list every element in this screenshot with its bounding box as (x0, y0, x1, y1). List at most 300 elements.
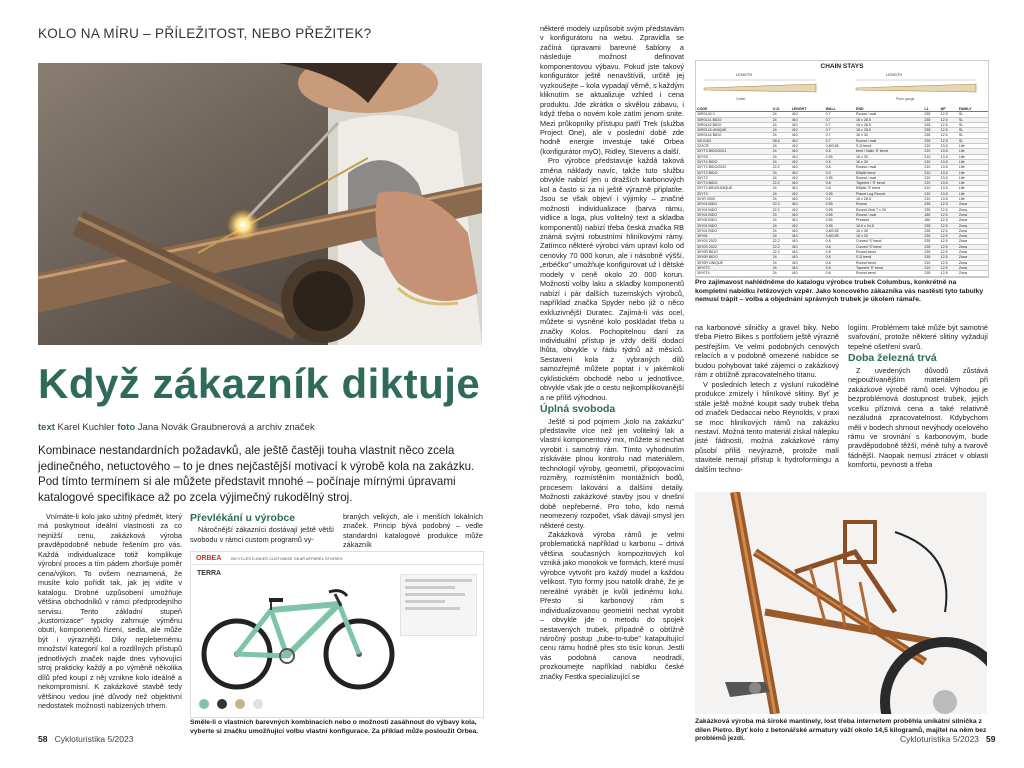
screenshot-caption: Směle-li o vlastních barevných kombinacích nebo o možnosti zasáhnout do výbavy kola, vyberte si značku umožňující volbu vlastní konfigurace. Za příklad může posloužit Orbea. (190, 719, 479, 735)
table-cell: 13.5 (940, 186, 958, 191)
table-cell: 24 (772, 186, 791, 191)
table-cell: 24 (772, 265, 791, 270)
table-cell: Pressed (855, 218, 923, 223)
table-cell: 12.5 (940, 260, 958, 265)
table-cell: 24 (772, 223, 791, 228)
article-lead: Kombinace nestandardních požadavků, ale ještě častěji touha vlastnit něco zcela jedinečného, netuctového – to je dnes nejčastější motivací k výrobě kola na zakázku. Pod tímto termínem si ale můžete představit mnohé – počínaje mírnými úpravami katalogové specifikace až po zcela výjimečný rukodělný stroj. (38, 444, 475, 504)
table-cell: 30Y04 BIDO (696, 207, 772, 212)
table-cell: 235 (923, 122, 939, 127)
table-cell: 0.7 (825, 138, 855, 143)
table-caption: Pro zajímavost nahlédněme do katalogu výrobce trubek Columbus, konkrétně na kompletní nabídku řetězových vzpěr. Jako koncového zákazníka vás nastěstí tyto tabulky nemusí trápit – volba a objednání správných trubek je úkolem rámaře. (695, 279, 984, 304)
table-cell: 0.7 (825, 133, 855, 138)
table-cell: 0.8 (825, 244, 855, 249)
table-cell: 0.8 (825, 186, 855, 191)
table-cell: 0.8/0.55 (825, 144, 855, 149)
table-cell: S-D bend (855, 255, 923, 260)
table-cell: Round / oval (855, 212, 923, 217)
table-cell: 12.5 (940, 234, 958, 239)
article-credits (38, 422, 315, 433)
table-cell: Zona (958, 207, 988, 212)
table-cell: 30Y06 (696, 234, 772, 239)
table-cell: SL (958, 122, 988, 127)
table-cell: 410 (791, 239, 825, 244)
table-cell: 12.5 (940, 218, 958, 223)
table-cell: S-D bend (855, 144, 923, 149)
table-cell: 30YT3 BIDO/UNIQUE (696, 186, 772, 191)
table-cell: 24 (772, 175, 791, 180)
table-cell: 22.2 (772, 244, 791, 249)
body-paragraph: Z uvedených důvodů zůstává nejpoužívanějším materiálem při zakázkové výrobě rámů ocel. Výhodou je bezproblémová dostupnost trubek, jejich vcelku příznivá cena a také relativně nezáludná zpracovatelnost. Kdybychom měli v bodech shrnout nevýhody ocelového rámu ve srovnání s karbonovým, bude pravděpodobně těžší, méně tuhý a tvarově fádnější. Naopak nemusí ztrácet v oblasti komfortu, pevnosti a třeba (848, 365, 988, 470)
table-body (696, 112, 988, 278)
table-cell: 16 x 28.5 (855, 122, 923, 127)
subheading-uplna-svoboda: Úplná svoboda (540, 403, 616, 416)
table-cell: 30Y05 BIDO (696, 218, 772, 223)
table-cell: 410 (791, 260, 825, 265)
table-cell: 12.5 (940, 128, 958, 133)
table-cell: 235 (923, 250, 939, 255)
table-cell: 235 (923, 138, 939, 143)
article-title: Když zákazník diktuje (38, 360, 481, 407)
table-cell: 24 (772, 234, 791, 239)
table-cell: 210 (923, 170, 939, 175)
table-cell: 410 (791, 223, 825, 228)
table-cell: 0.8 (825, 181, 855, 186)
chainstay-drawings (696, 70, 988, 102)
table-cell: Life (958, 181, 988, 186)
table-cell: 235 (923, 223, 939, 228)
table-cell: 28.6 (772, 138, 791, 143)
table-cell: Tapered / 'S' bend (855, 181, 923, 186)
table-cell: 235 (923, 117, 939, 122)
table-cell: 0.8 (825, 255, 855, 260)
table-cell: 235 (923, 128, 939, 133)
table-cell: 30R0140 0 (696, 112, 772, 117)
body-column-4 (540, 24, 684, 681)
table-cell: Life (958, 165, 988, 170)
table-cell: 24 (772, 218, 791, 223)
table-cell: 32XCR (696, 144, 772, 149)
table-cell: Round / oval (855, 175, 923, 180)
table-cell: 0.55 (825, 191, 855, 196)
credit-photo-label: foto (117, 422, 136, 433)
table-cell: Zona (958, 265, 988, 270)
table-cell: 0.8 (825, 165, 855, 170)
table-cell: 235 (923, 133, 939, 138)
body-paragraph: Vnímáte-li kolo jako užitný předmět, který má poskytnout ideální vlastnosti za co nejnižší cenu, zakázková výroba pravděpodobně nebude řešením pro vás. Každá individualizace totiž komplikuje výrobní proces a tím pádem zhoršuje poměr cena/výkon. To ovšem neznamená, že musíte kolo pořídit tak, jak jej vidíte v katalogu. Drobné uzpůsobení umožňuje většina obchodníků v rámci předprodejního servisu. Tento základní stupeň „kustomizace" typicky zahrnuje výměnu obutí, komponentů řízení, sedla, ale může být i výraznější. Díky neplebernému množství kategorií kol a rozdílných přístupů jednotlivých značek najde dnes vyhovující stroj prakticky každý a po výměně několika dílů před koupí z něj vznikne kolo ideálně a nekompromisní. K zakázkové stavbě tedy většinou vedou jiné důvody než objektivní nedostatek možností nabízených trhem. (38, 512, 182, 711)
table-cell (825, 276, 855, 278)
table-cell: 0.55 (825, 212, 855, 217)
body-paragraph: Ještě si pod pojmem „kolo na zakázku" představíte více než jen volitelný lak a vlastní komponentový mix, můžete si nechat vyrobit i samotný rám. Tímto vyhodnutím získáváte plnou kontrolu nad materiálem, technologií výroby, geometrií, připojovacími rozměry, rozmístěním montážních bodů, procesem lakování a dalšími detaily. Možnosti zakázkové stavby jsou v dnešní době nepřeberné. Pro toho, kdo nemá neomezený rozpočet, však dávají smysl jen některé cesty. (540, 416, 684, 530)
table-cell: 410 (791, 271, 825, 276)
table-cell: 12.5 (940, 265, 958, 270)
table-cell: 210 (923, 186, 939, 191)
body-column-2 (190, 511, 334, 544)
table-cell: 410 (791, 202, 825, 207)
table-cell: 410 (791, 265, 825, 270)
table-cell: 30YS3 (696, 154, 772, 159)
table-cell (696, 276, 772, 278)
body-column-6 (695, 323, 839, 474)
table-cell: 410 (791, 170, 825, 175)
table-cell: 30Y0T3 (696, 265, 772, 270)
table-cell: 0.8/0.55 (825, 228, 855, 233)
table-cell: 410 (791, 186, 825, 191)
table-cell: SL (958, 138, 988, 143)
table-cell: 235 (923, 228, 939, 233)
table-cell: 410 (791, 191, 825, 196)
table-cell: Curved 'S' bend (855, 239, 923, 244)
table-cell: 13.5 (940, 149, 958, 154)
welding-illustration (38, 63, 482, 345)
table-cell: 235 (923, 202, 939, 207)
table-cell: 12.5 (940, 255, 958, 260)
table-cell: 12.5 (940, 271, 958, 276)
table-cell: 210 (923, 197, 939, 202)
table-cell: SL (958, 128, 988, 133)
table-cell: 180 (923, 218, 939, 223)
page-number-left: 58 (38, 734, 48, 744)
table-cell: Planet Lug Round (855, 191, 923, 196)
table-cell: Zona (958, 250, 988, 255)
table-cell: 24 (772, 117, 791, 122)
table-cell: 0.8 (825, 271, 855, 276)
table-cell: 235 (923, 271, 939, 276)
table-cell: 410 (791, 175, 825, 180)
table-cell: Zona (958, 228, 988, 233)
table-cell: 30YT4 BIDO (696, 159, 772, 164)
table-cell: 12.5 (940, 117, 958, 122)
table-cell: 16 x 30 (855, 133, 923, 138)
table-cell: 24 (772, 255, 791, 260)
table-cell: 13.5 (940, 159, 958, 164)
table-cell: 24 (772, 128, 791, 133)
table-cell: 0.7 (825, 122, 855, 127)
table-cell: 30Y0T4 (696, 271, 772, 276)
table-cell: 22.2 (772, 165, 791, 170)
table-cell: 16.5 x 24.5 (855, 223, 923, 228)
table-cell: 24 (772, 170, 791, 175)
table-cell: SL (958, 133, 988, 138)
table-cell: 0.8 (825, 239, 855, 244)
table-header-cell: WALL (825, 107, 855, 112)
table-cell: 30Y0R UNIQUE (696, 260, 772, 265)
table-cell: 0.5 (825, 149, 855, 154)
table-cell: 410 (791, 255, 825, 260)
bike-render (199, 582, 399, 692)
table-cell: 24 (772, 122, 791, 127)
table-cell: 410 (791, 228, 825, 233)
table-cell: 410 (791, 244, 825, 249)
table-cell: 410 (791, 218, 825, 223)
table-cell: 410 (791, 154, 825, 159)
table-cell: 410 (791, 159, 825, 164)
table-cell: 410 (791, 250, 825, 255)
table-cell: 0.7 (825, 128, 855, 133)
brand-logo: ORBEA (196, 554, 222, 562)
table-cell (940, 276, 958, 278)
table-cell: 210 (923, 144, 939, 149)
table-cell: 0.55 (825, 175, 855, 180)
table-cell: 210 (923, 265, 939, 270)
table-cell: 12.5 (940, 250, 958, 255)
table-cell: SL (958, 112, 988, 117)
table-cell: 0.5 (825, 159, 855, 164)
table-cell: 12.5 (940, 122, 958, 127)
table-cell: Zona (958, 218, 988, 223)
table-cell: 235 (923, 244, 939, 249)
table-cell: 24 (772, 228, 791, 233)
table-cell: 12.5 (940, 239, 958, 244)
body-column-1 (38, 512, 182, 711)
magazine-name-right: Cykloturistika 5/2023 (900, 734, 979, 744)
table-cell: 0.5 (825, 170, 855, 175)
table-cell: 410 (791, 112, 825, 117)
table-cell: 24 (772, 159, 791, 164)
table-cell: 30YT3 (696, 191, 772, 196)
table-cell: 16 x 28.5 (855, 197, 923, 202)
options-panel (400, 574, 477, 636)
table-cell: 12.5 (940, 223, 958, 228)
table-cell: Round / oval (855, 138, 923, 143)
table-cell: 16 x 28.5 (855, 117, 923, 122)
table-header-cell: CODE (696, 107, 772, 112)
table-cell: 0.5 (825, 197, 855, 202)
body-paragraph: Pro výrobce představuje každá taková změna náklady navíc, takže tuto službu obvykle nabízí jen u dražších karbonových kol a často si za ni ještě výrazně připlatíte. Jsou se však objeví i výjimky – značné možnosti individualizace (barva rámu, vidlice a loga, plus volitelný text a skladba komponentů) nabízí třeba česká značka RB známá svými robustními hliníkovými rámy. Zatímco některé výrobci vám upraví kolo od cenovky 70 000 korun, ale i násobně výšší, „erbéčko" umožňuje konfigurovat už i dětské modely v ceně okolo 20 000 korun. Možnosti volby laku a skladby komponentů nabízí i pár dalších tuzemských výrobců, například značka Spyder nebo již o něco exkluzivnější Duratec. Zajímá-li vás ocel, můžete si vysněné kolo poskládat třeba u značky Kolos. Pochopitelnou daní za individuální přístup je vždy delší dodací lhůta, obvykle v řádu týdnů až měsíců. Sestavení kola z vybraných dílů samozřejmě můžete poptat i v jakémkoli cyklistickém obchodě nebo u jednotlivce, obvykle však jde o cestu nejkomplikovanější a ne příliš výhodnou. (540, 156, 684, 402)
table-cell: Life (958, 144, 988, 149)
table-cell: 16 x 30 (855, 154, 923, 159)
color-swatches (199, 699, 475, 711)
table-cell: 12.5 (940, 202, 958, 207)
credit-photo-author: Jana Novák Graubnerová a archiv značek (137, 422, 315, 433)
table-cell: Zona (958, 223, 988, 228)
table-cell: Zona (958, 239, 988, 244)
subheading-prevlekani: Převlékání u výrobce (190, 512, 296, 524)
table-cell: 24 (772, 133, 791, 138)
table-cell: 210 (923, 149, 939, 154)
table-cell: 24 (772, 197, 791, 202)
table-cell: Round (855, 202, 923, 207)
drawing-sub-right: Plain gauge (896, 97, 915, 101)
table-cell: 0.55 (825, 202, 855, 207)
table-cell: 12.5 (940, 212, 958, 217)
table-cell: Zona (958, 255, 988, 260)
table-cell: Round Oval 7 x 20 (855, 207, 923, 212)
table-cell: Life (958, 186, 988, 191)
table-cell: Life (958, 175, 988, 180)
table-cell: 410 (791, 212, 825, 217)
table-cell: 22.2 (772, 239, 791, 244)
table-cell: 410 (791, 181, 825, 186)
table-cell: Round bend (855, 260, 923, 265)
drawing-label-right: LENGTH (886, 72, 903, 77)
body-column-7 (848, 323, 988, 470)
table-cell: 30R0141 BIDO (696, 117, 772, 122)
body-paragraph: braných velkých, ale i menších lokálních značek. Princip bývá podobný – vedle standardní katalogové produkce může zákazník (343, 512, 483, 550)
subheading-doba-zelezna: Doba železná trvá (848, 352, 937, 365)
table-cell: 0.8 (825, 260, 855, 265)
table-cell: 12.5 (940, 138, 958, 143)
table-cell: Round bend (855, 250, 923, 255)
table-cell: 210 (923, 165, 939, 170)
table-cell: 210 (923, 181, 939, 186)
table-cell: 410 (791, 144, 825, 149)
table-cell: Zona (958, 234, 988, 239)
table-title: CHAIN STAYS (820, 63, 864, 70)
table-cell: 13.5 (940, 181, 958, 186)
table-cell: 410 (791, 234, 825, 239)
table-cell: 30YR 2000 (696, 197, 772, 202)
table-cell: Life (958, 149, 988, 154)
table-cell: 30R0144 BIDO (696, 133, 772, 138)
table-cell: 410 (791, 197, 825, 202)
model-name: TERRA (197, 570, 222, 577)
table-cell: 30YT3 BIDO/2021 (696, 149, 772, 154)
table-cell: 30YT3 BIDO (696, 170, 772, 175)
table-cell: 12.5 (940, 207, 958, 212)
table-cell: 30Y0S 2022 (696, 239, 772, 244)
table-cell: 210 (923, 175, 939, 180)
table-cell: 13.5 (940, 154, 958, 159)
rebar-bike-illustration (695, 492, 987, 714)
table-cell (923, 276, 939, 278)
table-header-cell: ØF (940, 107, 958, 112)
table-cell: 0.7 (825, 112, 855, 117)
table-cell: SL (958, 117, 988, 122)
table-cell: Life (958, 191, 988, 196)
credit-text-label: text (38, 422, 55, 433)
table-cell: 13.5 (940, 197, 958, 202)
table-cell: Curved 'S' bend (855, 244, 923, 249)
table-header-cell: END (855, 107, 923, 112)
columbus-chainstays-table (695, 60, 989, 278)
table-cell: 30Y04 BIDO (696, 223, 772, 228)
table-cell: 410 (791, 133, 825, 138)
table-cell: 30R0142 BIDO (696, 122, 772, 127)
table-cell: 30YT3 BIDO/2022 (696, 165, 772, 170)
drawing-sub-left: Outlet (736, 97, 746, 101)
table-cell: 22.2 (772, 207, 791, 212)
table-cell: 30YT3 BIDO (696, 181, 772, 186)
magazine-name-left: Cykloturistika 5/2023 (54, 734, 134, 744)
table-cell: 12.5 (940, 244, 958, 249)
bike-photo-caption: Zakázková výroba má široké mantinely, lost třeba internetem proběhla unikátní silnička z dílen Pietro. Byť kolo z betonářské armatury váží okolo 14,5 kilogramů, majitel na něm bez problémů jezdí. (695, 718, 987, 743)
table-cell: Zona (958, 202, 988, 207)
table-cell: 12.5 (940, 228, 958, 233)
table-cell: 16 x 30 (855, 234, 923, 239)
table-cell: 210 (923, 260, 939, 265)
table-cell: 210 (923, 159, 939, 164)
table-cell: 24 (772, 212, 791, 217)
table-cell: 22.2 (772, 181, 791, 186)
table-cell: 0.8 (825, 265, 855, 270)
table-cell: 0.8/0.55 (825, 234, 855, 239)
table-cell: 180 (923, 212, 939, 217)
running-head: KOLO NA MÍRU – PŘÍLEŽITOST, NEBO PŘEŽITEK? (38, 26, 372, 41)
table-cell: 24 (772, 112, 791, 117)
table-cell: 22.2 (772, 250, 791, 255)
spec-table (696, 107, 988, 278)
table-cell: Zona (958, 244, 988, 249)
table-cell: 30Y04 BIDO (696, 202, 772, 207)
table-cell: 30Y0R BIDO (696, 255, 772, 260)
credit-text-author: Karel Kuchler (57, 422, 115, 433)
table-cell: 0.55 (825, 207, 855, 212)
table-cell: 13.5 (940, 175, 958, 180)
folio-right (900, 734, 995, 744)
table-cell: 30Y04 BIDO (696, 212, 772, 217)
table-cell: 210 (923, 154, 939, 159)
table-cell: Tapered 'S' bend (855, 265, 923, 270)
table-cell: bent / Nails 'S' bend (855, 149, 923, 154)
table-cell: 24 (772, 149, 791, 154)
table-cell: Zona (958, 212, 988, 217)
table-cell: Elliptic bend (855, 170, 923, 175)
table-cell: Round / oval (855, 112, 923, 117)
table-cell: Life (958, 154, 988, 159)
table-cell: 0.55 (825, 218, 855, 223)
table-cell: 13.5 (940, 191, 958, 196)
table-header-cell: FAMILY (958, 107, 988, 112)
table-cell: Round bend (855, 271, 923, 276)
table-cell (772, 276, 791, 278)
table-cell: 24 (772, 154, 791, 159)
table-cell: 30YT3 (696, 175, 772, 180)
table-cell: 410 (791, 122, 825, 127)
table-cell: 235 (923, 112, 939, 117)
configurator-nav: BICYCLES E-BIKES CUSTOMIZE GEAR APPAREL STORIES (231, 555, 343, 561)
rebar-bike-photo (695, 492, 987, 714)
table-row (696, 276, 988, 278)
page-number-right: 59 (986, 734, 996, 744)
table-cell: 13.5 (940, 165, 958, 170)
body-paragraph: Zakázková výroba rámů je velmi problematická například u karbonu – drtivá většina současných kompozitových kol vzniká jako monokok ve formách, které musí výrobce vytvořit pro každý model a každou velikost. Tyto formy jsou natolik drahé, že je nereálné vyrábět je kvůli jedinému kolu. Přesto si karbonový rám s individualizovanou geometrií nechat vyrobit – obvykle jde o metodu do spojek sestavených trubek, případně o obtížně náročný postup „tube-to-tube" katapultující cenu rámu hodně přes sto tisíc korun. Jestli vás podobná canova neodradí, prozkoumejte například nabídku české značky Festka specializující se (540, 530, 684, 681)
drawing-label-left: LENGTH (736, 72, 753, 77)
table-cell (958, 276, 988, 278)
table-cell: 22.2 (772, 202, 791, 207)
table-cell: Life (958, 159, 988, 164)
table-cell: Life (958, 197, 988, 202)
table-cell: 410 (791, 138, 825, 143)
table-cell: 30R0143 UNIQUE (696, 128, 772, 133)
table-cell: 30Y0S 2022 (696, 244, 772, 249)
table-header-cell: O.D. (772, 107, 791, 112)
table-cell: 24 (772, 144, 791, 149)
table-cell: 210 (923, 191, 939, 196)
table-cell: 235 (923, 255, 939, 260)
table-cell: Elliptic 'S' bend (855, 186, 923, 191)
table-cell: 12.5 (940, 112, 958, 117)
table-cell: Zona (958, 260, 988, 265)
table-cell: 235 (923, 239, 939, 244)
table-cell (791, 276, 825, 278)
table-cell: 16 x 28.5 (855, 128, 923, 133)
table-cell: 235 (923, 207, 939, 212)
table-cell: 16 x 30 (855, 159, 923, 164)
folio-left (38, 734, 133, 744)
table-cell: 24 (772, 260, 791, 265)
body-paragraph: Náročnější zákazníci dostávají ještě větší svobodu v rámci custom programů vy- (190, 525, 334, 544)
table-cell: 30Y04 BIDO (696, 228, 772, 233)
table-cell: Life (958, 170, 988, 175)
body-paragraph: některé modely uzpůsobit svým představám v konfigurátoru na webu. Zpravidla se začíná úpravami barevné šablony a následuje možnost definovat komponentovou výbavu. Pokud jste takový konfigurátor ještě nenavštívili, určitě jej vyzkoušejte – kola vypadají věrně, s každým kliknutím se aktualizuje vzhled i cena produktu. Jde zkrátka o skvělou zábavu, i když třeba o novém kole zatím jenom snite. Mezi průkopníky přístupu patří Trek (služba Project One), ale v poslední době zde hodně energie investuje také Orbea (konfigurátor myO), Ridley, Stevens a další. (540, 24, 684, 156)
body-column-3 (343, 512, 483, 550)
table-cell: 24 (772, 271, 791, 276)
table-cell: 410 (791, 117, 825, 122)
configurator-navbar (191, 552, 483, 565)
table-cell: Round / oval (855, 165, 923, 170)
hero-photo-welding (38, 63, 482, 345)
table-cell: 16 x 30 (855, 228, 923, 233)
